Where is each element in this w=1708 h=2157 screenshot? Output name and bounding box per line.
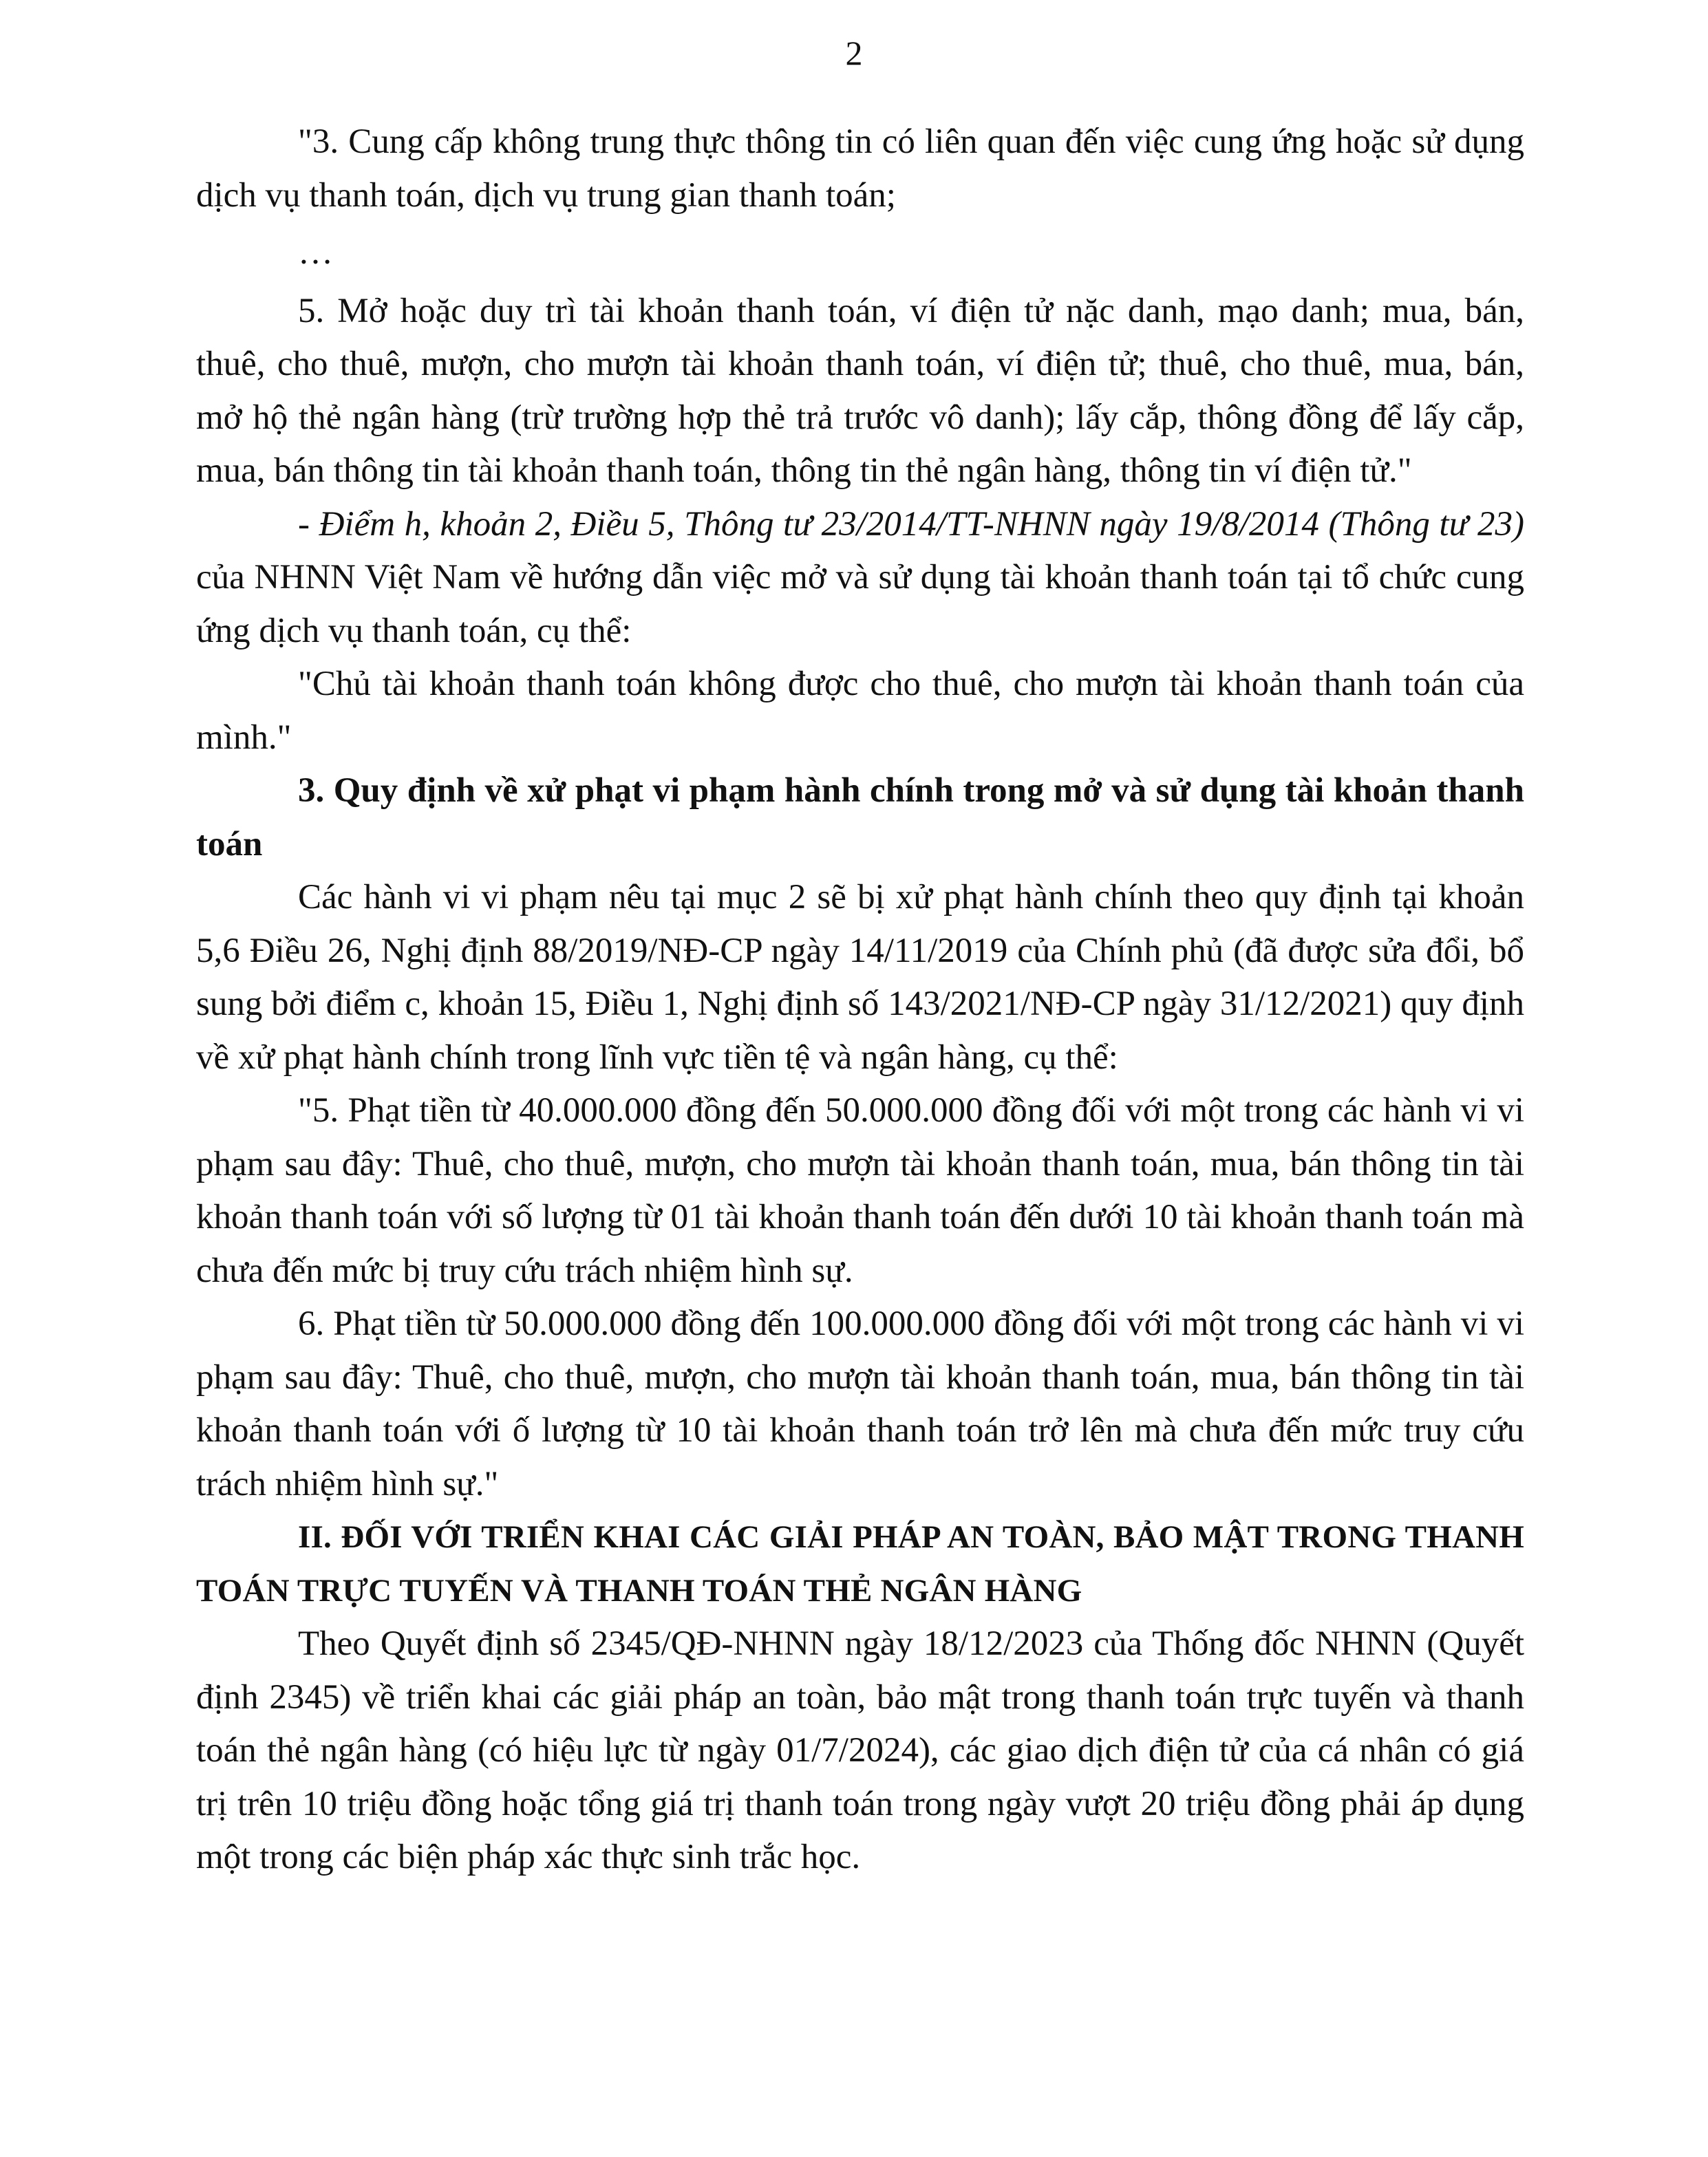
page-number: 2 (845, 34, 863, 72)
decision-2345-paragraph: Theo Quyết định số 2345/QĐ-NHNN ngày 18/12/2023 của Thống đốc NHNN (Quyết định 2345) về triển khai các giải pháp an toàn, bảo mật trong thanh toán trực tuyến và thanh toán thẻ ngân hàng (có hiệu lực từ ngày 01/7/2024), các giao dịch điện tử của cá nhân có giá trị trên 10 triệu đồng hoặc tổng giá trị thanh toán trong ngày vượt 20 triệu đồng phải áp dụng một trong các biện pháp xác thực sinh trắc học. (196, 1624, 1524, 1876)
section-heading-II: II. ĐỐI VỚI TRIỂN KHAI CÁC GIẢI PHÁP AN TOÀN, BẢO MẬT TRONG THANH TOÁN TRỰC TUYẾN VÀ THANH TOÁN THẺ NGÂN HÀNG (196, 1519, 1524, 1609)
circular-23-reference (196, 498, 1524, 658)
omission-ellipsis: … (298, 233, 333, 272)
document-body (196, 116, 1524, 1885)
penalty-intro-paragraph: Các hành vi vi phạm nêu tại mục 2 sẽ bị xử phạt hành chính theo quy định tại khoản 5,6 Điều 26, Nghị định 88/2019/NĐ-CP ngày 14/11/2019 của Chính phủ (đã được sửa đổi, bổ sung bởi điểm c, khoản 15, Điều 1, Nghị định số 143/2021/NĐ-CP ngày 31/12/2021) quy định về xử phạt hành chính trong lĩnh vực tiền tệ và ngân hàng, cụ thể: (196, 878, 1524, 1077)
quoted-account-rule: "Chủ tài khoản thanh toán không được cho thuê, cho mượn tài khoản thanh toán của mình." (196, 665, 1524, 757)
quoted-clause-5: 5. Mở hoặc duy trì tài khoản thanh toán, ví điện tử nặc danh, mạo danh; mua, bán, thuê, cho thuê, mượn, cho mượn tài khoản thanh toán, ví điện tử; thuê, cho thuê, mua, bán, mở hộ thẻ ngân hàng (trừ trường hợp thẻ trả trước vô danh); lấy cắp, thông đồng để lấy cắp, mua, bán thông tin tài khoản thanh toán, thông tin thẻ ngân hàng, thông tin ví điện tử." (196, 291, 1524, 490)
citation-italic: - Điểm h, khoản 2, Điều 5, Thông tư 23/2014/TT-NHNN ngày 19/8/2014 (Thông tư 23) (298, 504, 1524, 544)
penalty-clause-5: "5. Phạt tiền từ 40.000.000 đồng đến 50.000.000 đồng đối với một trong các hành vi vi phạm sau đây: Thuê, cho thuê, mượn, cho mượn tài khoản thanh toán, mua, bán thông tin tài khoản thanh toán với số lượng từ 01 tài khoản thanh toán đến dưới 10 tài khoản thanh toán mà chưa đến mức bị truy cứu trách nhiệm hình sự. (196, 1091, 1524, 1290)
citation-description: của NHNN Việt Nam về hướng dẫn việc mở và sử dụng tài khoản thanh toán tại tổ chức cung ứng dịch vụ thanh toán, cụ thể: (196, 558, 1524, 650)
quoted-clause-3: "3. Cung cấp không trung thực thông tin có liên quan đến việc cung ứng hoặc sử dụng dịch vụ thanh toán, dịch vụ trung gian thanh toán; (196, 122, 1524, 215)
section-heading-3: 3. Quy định về xử phạt vi phạm hành chính trong mở và sử dụng tài khoản thanh toán (196, 771, 1524, 863)
penalty-clause-6: 6. Phạt tiền từ 50.000.000 đồng đến 100.000.000 đồng đối với một trong các hành vi vi phạm sau đây: Thuê, cho thuê, mượn, cho mượn tài khoản thanh toán, mua, bán thông tin tài khoản thanh toán với ố lượng từ 10 tài khoản thanh toán trở lên mà chưa đến mức truy cứu trách nhiệm hình sự." (196, 1305, 1524, 1503)
